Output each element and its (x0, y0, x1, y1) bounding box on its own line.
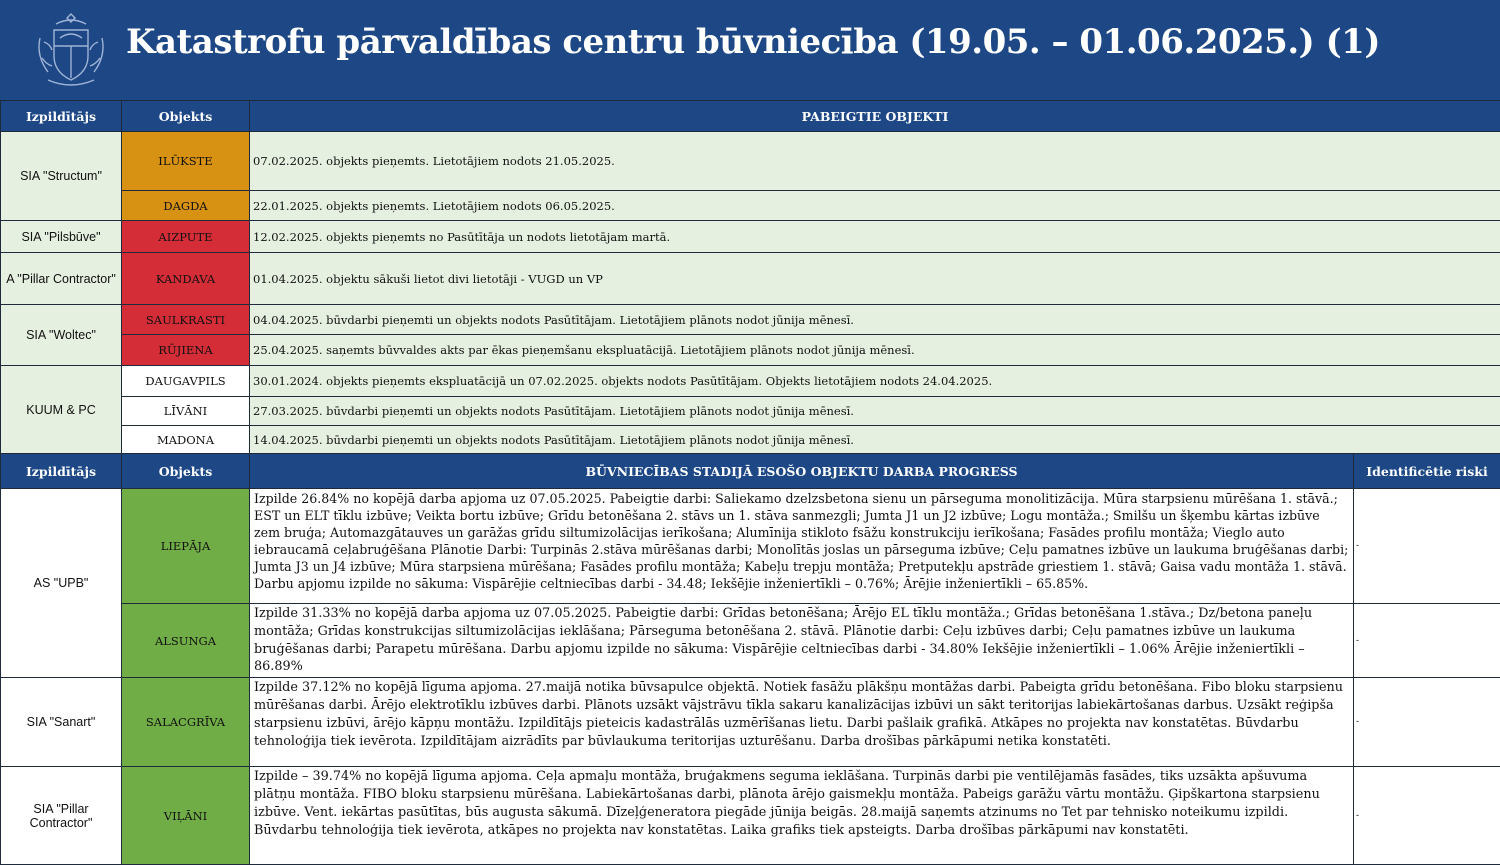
progress-cell: Izpilde 37.12% no kopējā līguma apjoma. 27.maijā notika būvsapulce objektā. Notiek fasāžu plākšņu montāžas darbi. Pabeigta grīdu betonēšana. Fibo bloku starpsienu mūrēšanas darbi. Ārējo elektrotīklu izbūves darbi. Plānots uzsākt vājstrāvu tīkla sakaru kanalizācijas izbūvi un sākt teritorijas labiekārtošanas darbus. Uzsākt reģipša starpsienu izbūvi, ārējo kāpņu montāžu. Izpildītājs pieteicis kadastrālās uzmērīšanas lietu. Darbi pašlaik grafikā. Atkāpes no projekta nav konstatētas. Būvdarbu tehnoloģija tiek ievērota. Izpildītājam aizrādīts par būvlaukuma teritorijas uzturēšanu. Darba drošības pārkāpumi netika konstatēti. (250, 678, 1354, 767)
object-cell: SAULKRASTI (122, 305, 250, 335)
page-title: Katastrofu pārvaldības centru būvniecība (19.05. – 01.06.2025.) (1) (126, 22, 1380, 62)
status-cell: 25.04.2025. saņemts būvvaldes akts par ēkas pieņemšanu ekspluatācijā. Lietotājiem plānots nodot jūnija mēnesī. (250, 335, 1500, 366)
status-cell: 04.04.2025. būvdarbi pieņemti un objekts nodots Pasūtītājam. Lietotājiem plānots nodot jūnija mēnesī. (250, 305, 1500, 335)
risk-cell: - (1354, 767, 1500, 865)
risk-cell: - (1354, 604, 1500, 678)
object-cell: DAGDA (122, 191, 250, 221)
table-row (1, 604, 1500, 678)
table-row (1, 191, 1500, 221)
in-progress-objects-table (0, 453, 1500, 865)
status-cell: 07.02.2025. objekts pieņemts. Lietotājiem nodots 21.05.2025. (250, 132, 1500, 191)
object-cell: LĪVĀNI (122, 397, 250, 426)
table-row (1, 335, 1500, 366)
table-row (1, 397, 1500, 426)
table-row (1, 489, 1500, 604)
contractor-cell: SIA "Sanart" (1, 678, 122, 767)
object-cell: MADONA (122, 426, 250, 454)
table-row (1, 366, 1500, 397)
progress-cell: Izpilde 26.84% no kopējā darba apjoma uz 07.05.2025. Pabeigtie darbi: Saliekamo dzelzsbetona sienu un pārseguma monolitizācija. Mūra starpsienu mūrēšana 1. stāvā.; EST un ELT tīklu izbūve; Veikta bortu izbūve; Grīdu betonēšana 2. stāvs un 1. stāva sanmezgli; Jumta J1 un J2 izbūve; Logu montāža.; Smilšu un šķembu kārtas izbūve zem bruģa; Automazgātauves un garāžas grīdu siltumizolācijas ierīkošana; Alumīnija stikloto fsāžu konstrukciju ierīkošana; Fasādes profilu montāža; Vieglo auto iebraucamā ceļabruģēšana Plānotie Darbi: Turpinās 2.stāva mūrēšanas darbi; Monolītās joslas un pārseguma izbūve; Ceļu pamatnes izbūve un laukuma bruģēšanas darbi; Jumta J3 un J4 izbūve; Mūra starpsiena mūrēšana; Fasādes profilu montāža; Kabeļu trepju montāža; Pretputekļu apstrāde griestiem 1. stāvā; Gaisa vadu montāža 1. stāvā. Darbu apjomu izpilde no sākuma: Vispārējie celtniecības darbi - 34.48; Iekšējie inženiertīkli – 0.76%; Ārējie inženiertīkli – 65.85%. (250, 489, 1354, 604)
object-cell: KANDAVA (122, 253, 250, 305)
contractor-cell: AS "UPB" (1, 489, 122, 678)
status-cell: 27.03.2025. būvdarbi pieņemti un objekts nodots Pasūtītājam. Lietotājiem plānots nodot jūnija mēnesī. (250, 397, 1500, 426)
status-cell: 14.04.2025. būvdarbi pieņemti un objekts nodots Pasūtītājam. Lietotājiem plānots nodot jūnija mēnesī. (250, 426, 1500, 454)
table-row (1, 305, 1500, 335)
object-cell: VIĻĀNI (122, 767, 250, 865)
object-cell: SALACGRĪVA (122, 678, 250, 767)
contractor-cell: SIA "Structum" (1, 132, 122, 221)
contractor-cell: A "Pillar Contractor" (1, 253, 122, 305)
col-header-progress: BŪVNIECĪBAS STADIJĀ ESOŠO OBJEKTU DARBA PROGRESS (250, 454, 1354, 489)
col-header-object: Objekts (122, 454, 250, 489)
status-cell: 01.04.2025. objektu sākuši lietot divi lietotāji - VUGD un VP (250, 253, 1500, 305)
table-row (1, 767, 1500, 865)
contractor-cell: SIA "Pillar Contractor" (1, 767, 122, 865)
risk-cell: - (1354, 489, 1500, 604)
latvia-coat-of-arms-icon (30, 8, 112, 92)
table-row (1, 132, 1500, 191)
status-cell: 12.02.2025. objekts pieņemts no Pasūtītāja un nodots lietotājam martā. (250, 221, 1500, 253)
object-cell: AIZPUTE (122, 221, 250, 253)
page-header (0, 0, 1500, 100)
status-cell: 30.01.2024. objekts pieņemts ekspluatācijā un 07.02.2025. objekts nodots Pasūtītājam. Objekts lietotājiem nodots 24.04.2025. (250, 366, 1500, 397)
col-header-completed: PABEIGTIE OBJEKTI (250, 101, 1500, 132)
contractor-cell: KUUM & PC (1, 366, 122, 454)
risk-cell: - (1354, 678, 1500, 767)
contractor-cell: SIA "Woltec" (1, 305, 122, 366)
completed-header-row (1, 101, 1500, 132)
col-header-contractor: Izpildītājs (1, 101, 122, 132)
col-header-contractor: Izpildītājs (1, 454, 122, 489)
col-header-object: Objekts (122, 101, 250, 132)
completed-objects-table (0, 100, 1500, 454)
object-cell: ILŪKSTE (122, 132, 250, 191)
progress-header-row (1, 454, 1500, 489)
status-cell: 22.01.2025. objekts pieņemts. Lietotājiem nodots 06.05.2025. (250, 191, 1500, 221)
table-row (1, 253, 1500, 305)
table-row (1, 426, 1500, 454)
progress-cell: Izpilde 31.33% no kopējā darba apjoma uz 07.05.2025. Pabeigtie darbi: Grīdas betonēšana; Ārējo EL tīklu montāža.; Grīdas betonēšana 1.stāva.; Dz/betona paneļu montāža; Grīdas konstrukcijas siltumizolācijas ieklāšana; Pārseguma betonēšana 2. stāvā. Plānotie darbi: Ceļu izbūves darbi; Ceļu pamatnes izbūve un laukuma bruģēšanas darbi; Parapetu mūrēšana. Darbu apjomu izpilde no sākuma: Vispārējie celtniecības darbi - 34.80% Iekšējie inženiertīkli – 1.06% Ārējie inženiertīkli – 86.89% (250, 604, 1354, 678)
object-cell: RŪJIENA (122, 335, 250, 366)
table-row (1, 221, 1500, 253)
progress-cell: Izpilde – 39.74% no kopējā līguma apjoma. Ceļa apmaļu montāža, bruģakmens seguma ieklāšana. Turpinās darbi pie ventilējamās fasādes, tiks uzsākta apšuvuma plātņu montāža. FIBO bloku starpsienu mūrēšana. Labiekārtošanas darbi, plānota ārējo gaismekļu montāža. Pabeigs garāžu vārtu montāžu. Ģipškartona starpsienu izbūve. Vent. iekārtas pasūtītas, būs augusta sākumā. Dīzeļģeneratora piegāde jūnija beigās. 28.maijā saņemts atzinums no Tet par tehnisko noteikumu izpildi. Būvdarbu tehnoloģija tiek ievērota, atkāpes no projekta nav konstatētas. Laika grafiks tiek apsteigts. Darba drošības pārkāpumi nav konstatēti. (250, 767, 1354, 865)
table-row (1, 678, 1500, 767)
object-cell: LIEPĀJA (122, 489, 250, 604)
col-header-risks: Identificētie riski (1354, 454, 1500, 489)
object-cell: ALSUNGA (122, 604, 250, 678)
object-cell: DAUGAVPILS (122, 366, 250, 397)
contractor-cell: SIA "Pilsbūve" (1, 221, 122, 253)
